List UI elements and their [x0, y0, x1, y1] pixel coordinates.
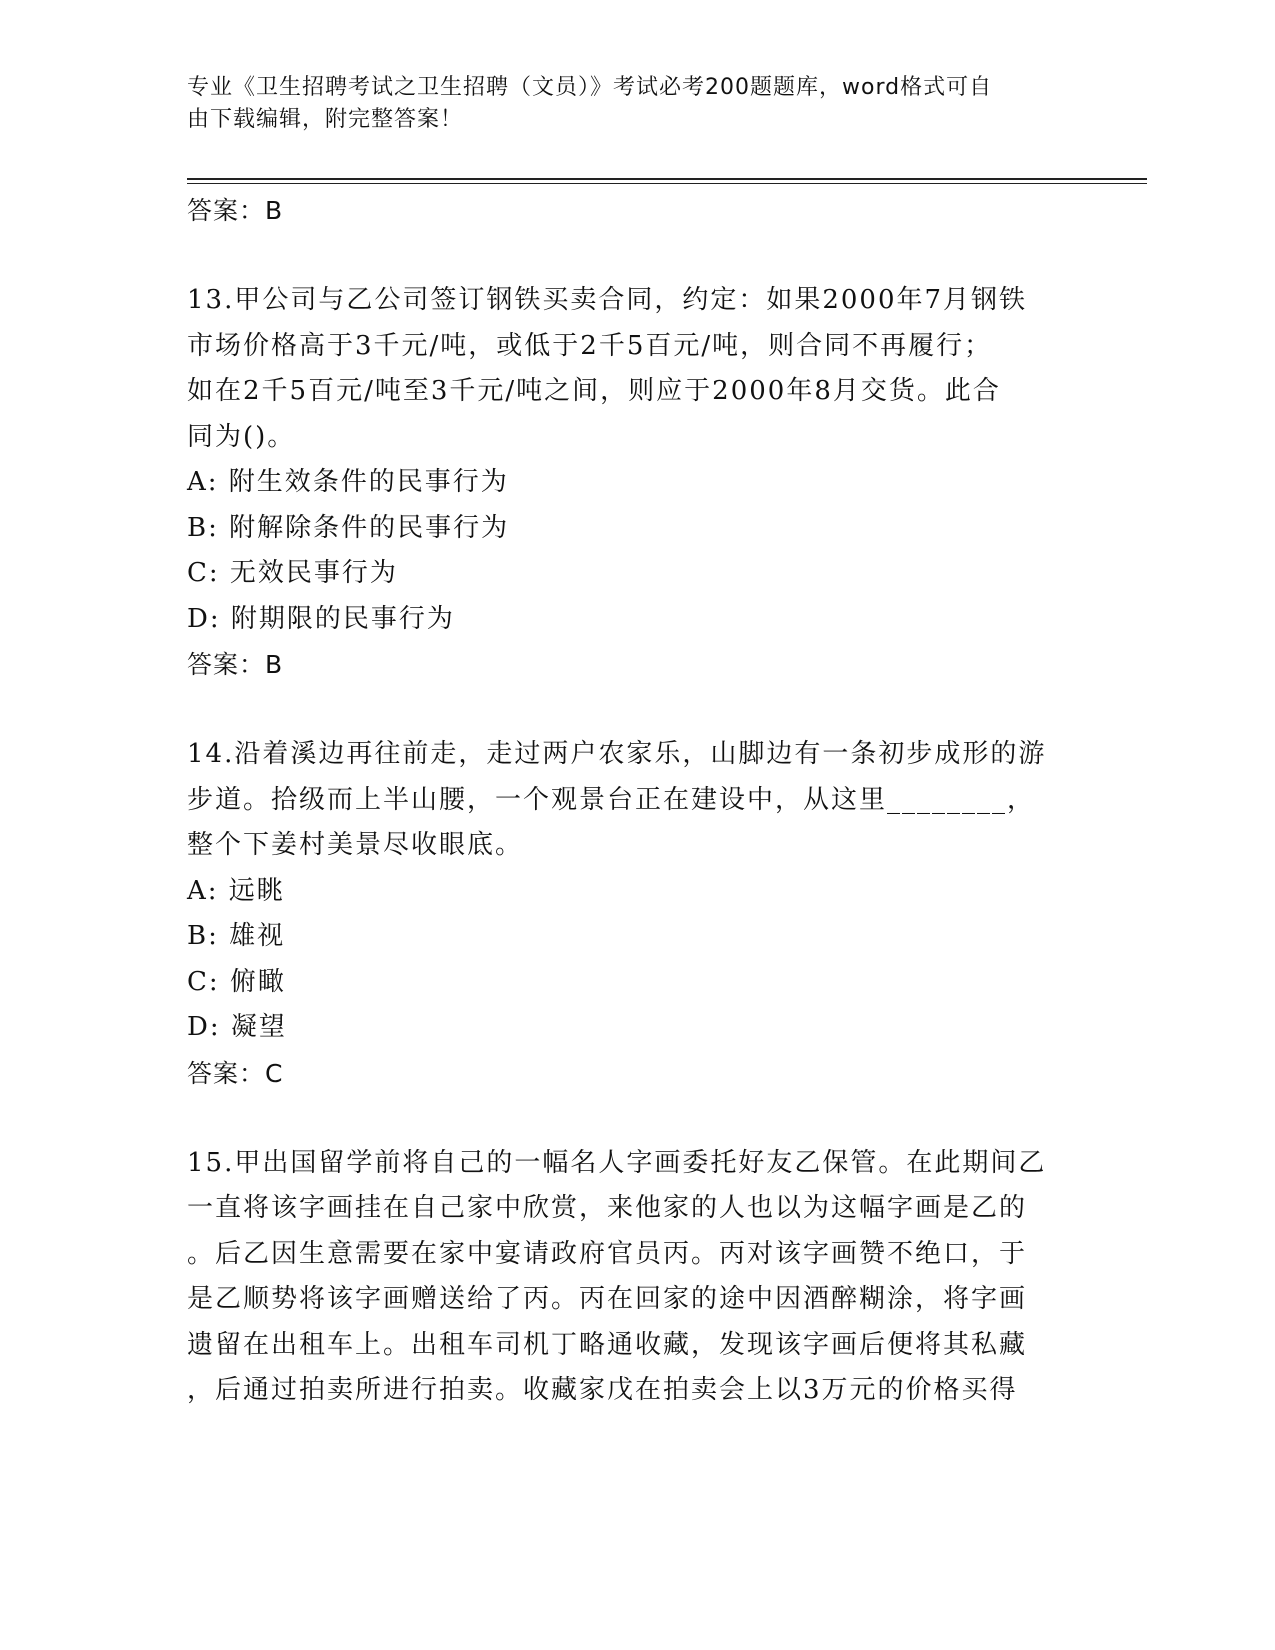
option-d: D: 凝望: [187, 1012, 287, 1042]
question-line: ，后通过拍卖所进行拍卖。收藏家戊在拍卖会上以3万元的价格买得: [187, 1375, 1018, 1405]
document-header: [187, 72, 1067, 136]
question-line: 一直将该字画挂在自己家中欣赏，来他家的人也以为这幅字画是乙的: [187, 1193, 1028, 1223]
question-line: 13.甲公司与乙公司签订钢铁买卖合同，约定：如果2000年7月钢铁: [187, 285, 1028, 315]
header-line-1: 专业《卫生招聘考试之卫生招聘（文员）》考试必考200题题库，word格式可自: [187, 75, 993, 100]
option-a: A: 附生效条件的民事行为: [187, 467, 509, 497]
spacer: [187, 234, 1087, 278]
question-line: 15.甲出国留学前将自己的一幅名人字画委托好友乙保管。在此期间乙: [187, 1147, 1047, 1178]
option-b: B: 附解除条件的民事行为: [187, 512, 510, 543]
question-line: 步道。拾级而上半山腰，一个观景台正在建设中，从这里________，: [187, 784, 1036, 815]
option-a: A: 远眺: [187, 875, 285, 906]
answer: 答案：B: [187, 650, 284, 679]
answer: 答案：C: [187, 1058, 284, 1088]
question-line: 市场价格高于3千元/吨，或低于2千5百元/吨，则合同不再履行；: [187, 330, 993, 361]
question-line: 如在2千5百元/吨至3千元/吨之间，则应于2000年8月交货。此合: [187, 376, 1001, 406]
question-line: 整个下姜村美景尽收眼底。: [187, 830, 524, 860]
question-line: 。后乙因生意需要在家中宴请政府官员丙。丙对该字画赞不绝口，于: [187, 1238, 1028, 1269]
question-13: [187, 278, 1087, 688]
question-14: [187, 732, 1087, 1097]
header-divider-thick: [187, 178, 1147, 180]
answer-previous: 答案：B: [187, 196, 284, 225]
question-line: 同为()。: [187, 421, 296, 452]
spacer: [187, 688, 1087, 732]
question-line: 14.沿着溪边再往前走，走过两户农家乐，山脚边有一条初步成形的游: [187, 739, 1047, 769]
option-d: D: 附期限的民事行为: [187, 603, 455, 634]
question-15: [187, 1141, 1087, 1414]
header-divider-thin: [187, 183, 1147, 184]
question-line: 遗留在出租车上。出租车司机丁略通收藏，发现该字画后便将其私藏: [187, 1329, 1028, 1360]
header-line-2: 由下载编辑，附完整答案！: [187, 107, 464, 132]
spacer: [187, 1097, 1087, 1141]
option-c: C: 俯瞰: [187, 966, 286, 997]
option-c: C: 无效民事行为: [187, 558, 398, 588]
question-line: 是乙顺势将该字画赠送给了丙。丙在回家的途中因酒醉糊涂，将字画: [187, 1284, 1028, 1314]
document-body: [187, 188, 1087, 1414]
option-b: B: 雄视: [187, 921, 286, 951]
